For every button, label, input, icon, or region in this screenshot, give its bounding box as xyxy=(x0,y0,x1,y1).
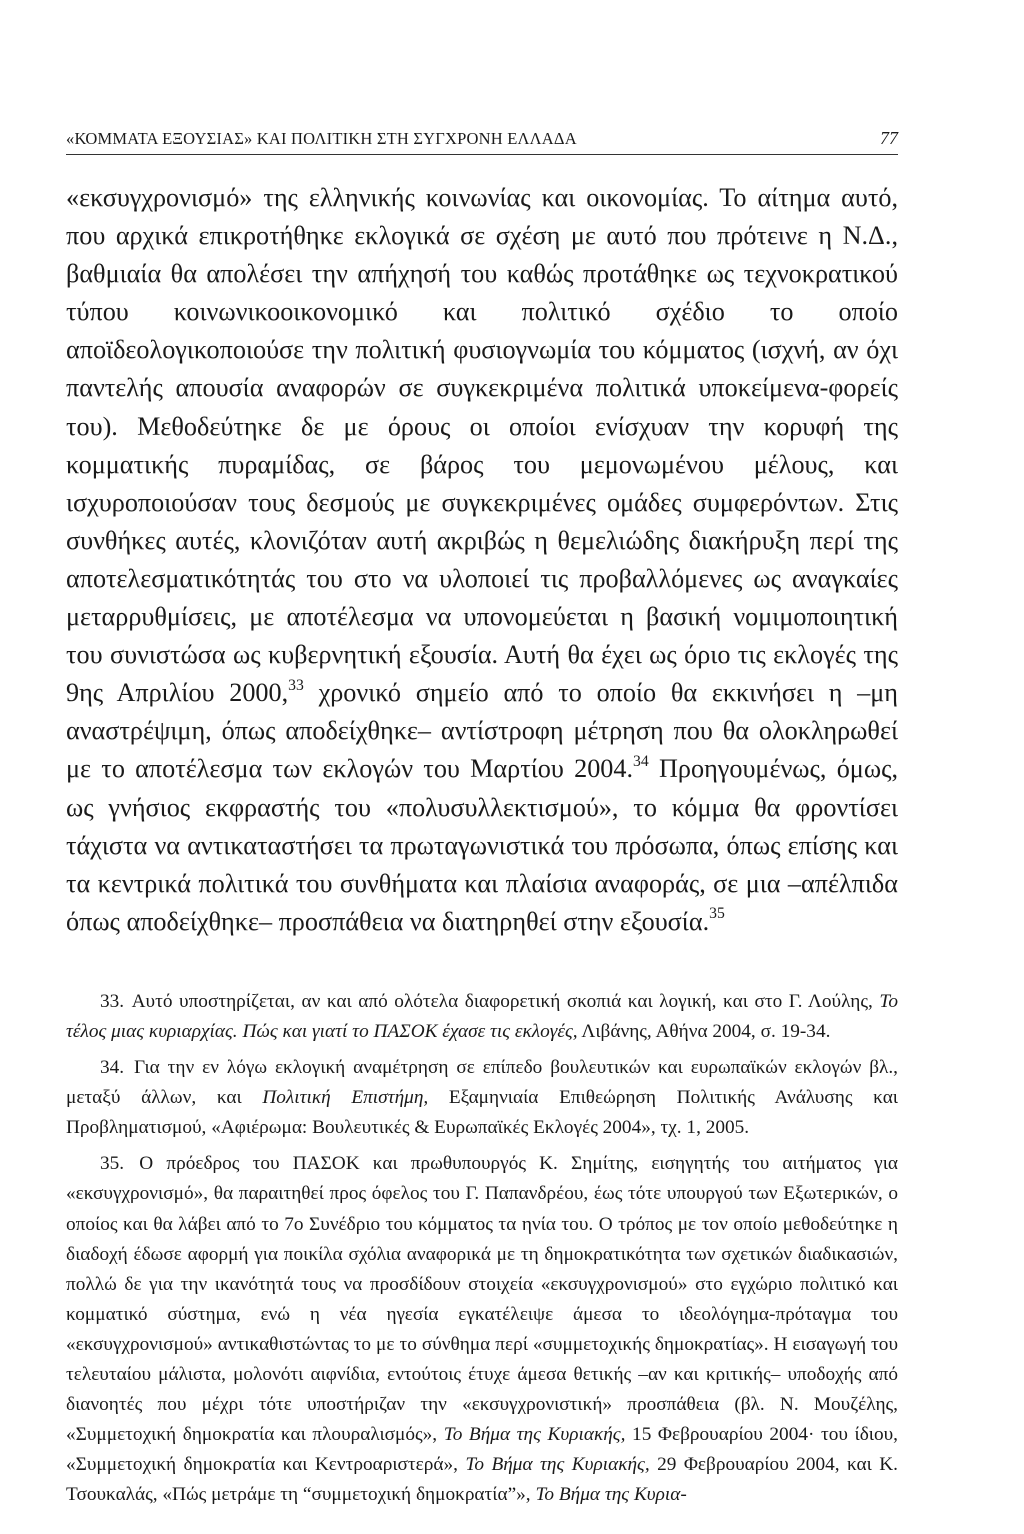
body-paragraph xyxy=(66,179,898,941)
footnote-number: 34. xyxy=(100,1057,125,1079)
footnote-text: Εξαμηνιαία Επιθεώρηση Πολιτικής Ανάλυσης και Προβληματισμού, «Αφιέρωμα: Βουλευτικές & Ευρωπαϊκές Εκλογές 2004», τχ. 1, 2005. xyxy=(66,1087,898,1139)
footnote-number: 33. xyxy=(100,990,125,1012)
footnote-text: 15 Φεβρουαρίου 2004· του ίδιου, «Συμμετοχική δημοκρατία και Κεντροαριστερά», xyxy=(66,1424,898,1476)
footnote-34 xyxy=(66,1053,898,1143)
footnote-text: Ο πρόεδρος του ΠΑΣΟΚ και πρωθυπουργός Κ. Σημίτης, εισηγητής του αιτήματος για «εκσυγχρονισμό», θα παραιτηθεί προς όφελος του Γ. Παπανδρέου, έως τότε υπουργού των Εξωτερικών, ο οποίος και θα λάβει από το 7ο Συνέδριο του κόμματος τα ηνία του. Ο τρόπος με τον οποίο μεθοδεύτηκε η διαδοχή έδωσε αφορμή για ποικίλα σχόλια αναφορικά με τη δημοκρατικότητα των σχετικών διαδικασιών, πολλώ δε για την ικανότητά τους να προσδίδουν στοιχεία «εκσυγχρονισμού» στο εγχώριο πολιτικό και κομματικό σύστημα, ενώ η νέα ηγεσία εγκατέλειψε άμεσα το ιδεολόγημα-πρόταγμα του «εκσυγχρονισμού» αντικαθιστώντας το με το σύνθημα περί «συμμετοχικής δημοκρατίας». Η εισαγωγή του τελευταίου μάλιστα, μολονότι αιφνίδια, εντούτοις έτυχε άμεσα θετικής –αν και κριτικής– υποδοχής από διανοητές που μέχρι τότε υποστήριζαν την «εκσυγχρονιστική» προσπάθεια (βλ. Ν. Μουζέλης, «Συμμετοχική δημοκρατία και πλουραλισμός», xyxy=(66,1153,898,1446)
footnote-text: Λιβάνης, Αθήνα 2004, σ. 19-34. xyxy=(581,1020,831,1042)
footnote-italic: Το Βήμα της Κυριακής, xyxy=(465,1454,650,1476)
main-text xyxy=(66,179,898,941)
body-segment: «εκσυγχρονισμό» της ελληνικής κοινωνίας και οικονομίας. Το αίτημα αυτό, που αρχικά επικροτήθηκε εκλογικά σε σχέση με αυτό που πρότεινε η Ν.Δ., βαθμιαία θα απολέσει την απήχησή του καθώς προτάθηκε ως τεχνοκρατικού τύπου κοινωνικοοικονομικό και πολιτικό σχέδιο το οποίο αποϊδεολογικοποιούσε την πολιτική φυσιογνωμία του κόμματος (ισχνή, αν όχι παντελής απουσία αναφορών σε συγκεκριμένα πολιτικά υποκείμενα-φορείς του). Μεθοδεύτηκε δε με όρους οι οποίοι ενίσχυαν την κορυφή της κομματικής πυραμίδας, σε βάρος του μεμονωμένου μέλους, και ισχυροποιούσαν τους δεσμούς με συγκεκριμένες ομάδες συμφερόντων. Στις συνθήκες αυτές, κλονιζόταν αυτή ακριβώς η θεμελιώδης διακήρυξη περί της αποτελεσματικότητάς του στο να υλοποιεί τις προβαλλόμενες ως αναγκαίες μεταρρυθμίσεις, με αποτέλεσμα να υπονομεύεται η βασική νομιμοποιητική του συνιστώσα ως κυβερνητική εξουσία. Αυτή θα έχει ως όριο τις εκλογές της 9ης Απριλίου 2000, xyxy=(66,183,898,708)
footnote-text: 29 Φεβρουαρίου 2004, και Κ. Τσουκαλάς, «Πώς μετράμε τη “συμμετοχική δημοκρατία”», xyxy=(66,1454,898,1506)
footnote-ref-33: 33 xyxy=(288,676,304,694)
footnote-number: 35. xyxy=(100,1153,125,1175)
running-title: «ΚΟΜΜΑΤΑ ΕΞΟΥΣΙΑΣ» ΚΑΙ ΠΟΛΙΤΙΚΗ ΣΤΗ ΣΥΓΧΡΟΝΗ ΕΛΛΑΔΑ xyxy=(66,129,577,148)
body-segment: χρονικό σημείο από το οποίο θα εκκινήσει η –μη αναστρέψιμη, όπως αποδείχθηκε– αντίστροφη μέτρηση που θα ολοκληρωθεί με το αποτέλεσμα των εκλογών του Μαρτίου 2004. xyxy=(66,678,898,784)
body-segment: Προηγουμένως, όμως, ως γνήσιος εκφραστής του «πολυσυλλεκτισμού», το κόμμα θα φροντίσει τάχιστα να αντικαταστήσει τα πρωταγωνιστικά του πρόσωπα, όπως επίσης και τα κεντρικά πολιτικά του συνθήματα και πλαίσια αναφοράς, σε μια –απέλπιδα όπως αποδείχθηκε– προσπάθεια να διατηρηθεί στην εξουσία. xyxy=(66,754,899,936)
footnote-ref-35: 35 xyxy=(709,905,725,923)
book-page xyxy=(66,128,898,1510)
footnote-35 xyxy=(66,1149,898,1510)
footnote-italic: Το Βήμα της Κυριακής, xyxy=(443,1424,626,1446)
running-header xyxy=(66,128,898,155)
footnote-text: Αυτό υποστηρίζεται, αν και από ολότελα διαφορετική σκοπιά και λογική, και στο Γ. Λούλης, xyxy=(131,990,873,1012)
footnote-text: Για την εν λόγω εκλογική αναμέτρηση σε επίπεδο βουλευτικών και ευρωπαϊκών εκλογών βλ., μεταξύ άλλων, και xyxy=(66,1057,898,1109)
footnote-italic: Πολιτική Επιστήμη, xyxy=(262,1087,429,1109)
footnote-italic: Το Βήμα της Κυρια- xyxy=(535,1484,687,1506)
footnote-33 xyxy=(66,987,898,1047)
footnote-ref-34: 34 xyxy=(633,753,649,771)
page-number: 77 xyxy=(880,128,898,148)
footnotes xyxy=(66,987,898,1511)
footnote-italic: Το τέλος μιας κυριαρχίας. Πώς και γιατί το ΠΑΣΟΚ έχασε τις εκλογές, xyxy=(66,990,898,1042)
